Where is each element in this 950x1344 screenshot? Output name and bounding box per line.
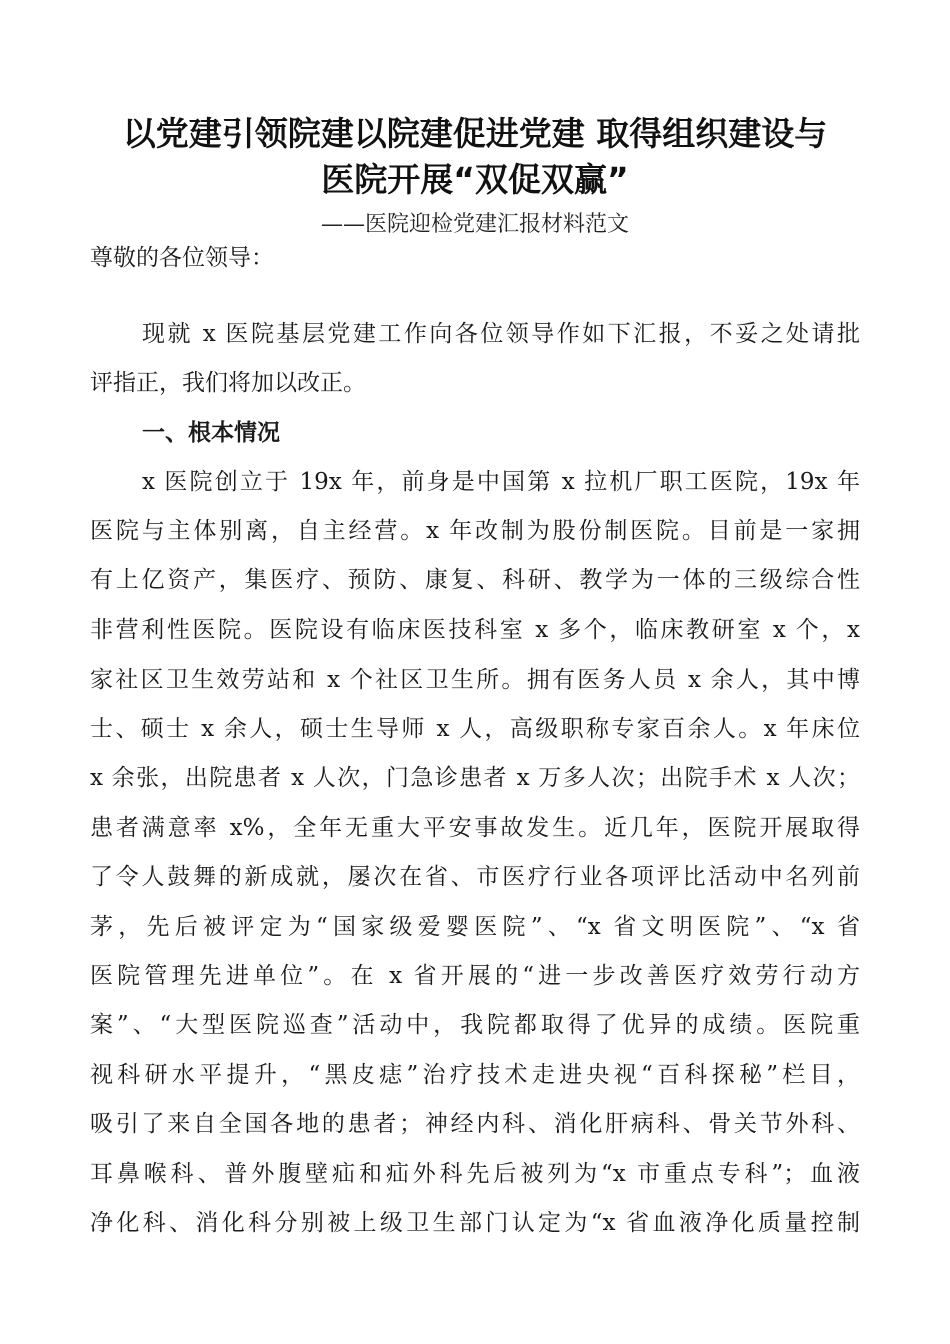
body-line: 士、硕士 x 余人，硕士生导师 x 人，高级职称专家百余人。x 年床位 <box>90 716 860 742</box>
body-line: 了令人鼓舞的新成就，屡次在省、市医疗行业各项评比活动中名列前 <box>90 864 860 890</box>
salutation: 尊敬的各位领导： <box>90 245 274 271</box>
body-line: x 余张，出院患者 x 人次，门急诊患者 x 万多人次；出院手术 x 人次； <box>90 765 860 791</box>
body-line: 患者满意率 x%，全年无重大平安事故发生。近几年，医院开展取得 <box>90 815 860 841</box>
document-subtitle: ——医院迎检党建汇报材料范文 <box>320 212 629 237</box>
intro-line-2: 评指正，我们将加以改正。 <box>90 370 366 396</box>
body-line: 医院管理先进单位”。在 x 省开展的“进一步改善医疗效劳行动方 <box>90 963 860 989</box>
body-line: 案”、“大型医院巡查”活动中，我院都取得了优异的成绩。医院重 <box>90 1012 860 1038</box>
intro-line-1: 现就 x 医院基层党建工作向各位领导作如下汇报，不妥之处请批 <box>142 321 860 347</box>
body-line: 视科研水平提升，“黑皮痣”治疗技术走进央视“百科探秘”栏目， <box>90 1062 860 1088</box>
body-line: 家社区卫生效劳站和 x 个社区卫生所。拥有医务人员 x 余人，其中博 <box>90 667 860 693</box>
document-title-line-1: 以党建引领院建以院建促进党建 取得组织建设与 <box>122 114 828 153</box>
body-line: 医院与主体别离，自主经营。x 年改制为股份制医院。目前是一家拥 <box>90 518 860 544</box>
document-title-line-2: 医院开展“双促双赢” <box>321 160 629 199</box>
body-line: 耳鼻喉科、普外腹壁疝和疝外科先后被列为“x 市重点专科”；血液 <box>90 1161 860 1187</box>
section-heading: 一、根本情况 <box>142 420 280 446</box>
body-line: 茅，先后被评定为“国家级爱婴医院”、“x 省文明医院”、“x 省 <box>90 914 860 940</box>
body-line: 非营利性医院。医院设有临床医技科室 x 多个，临床教研室 x 个，x <box>90 617 860 643</box>
body-line: x 医院创立于 19x 年，前身是中国第 x 拉机厂职工医院，19x 年 <box>142 469 860 495</box>
body-line: 净化科、消化科分别被上级卫生部门认定为“x 省血液净化质量控制 <box>90 1210 860 1236</box>
body-line: 吸引了来自全国各地的患者；神经内科、消化肝病科、骨关节外科、 <box>90 1111 860 1137</box>
body-line: 有上亿资产，集医疗、预防、康复、科研、教学为一体的三级综合性 <box>90 567 860 593</box>
